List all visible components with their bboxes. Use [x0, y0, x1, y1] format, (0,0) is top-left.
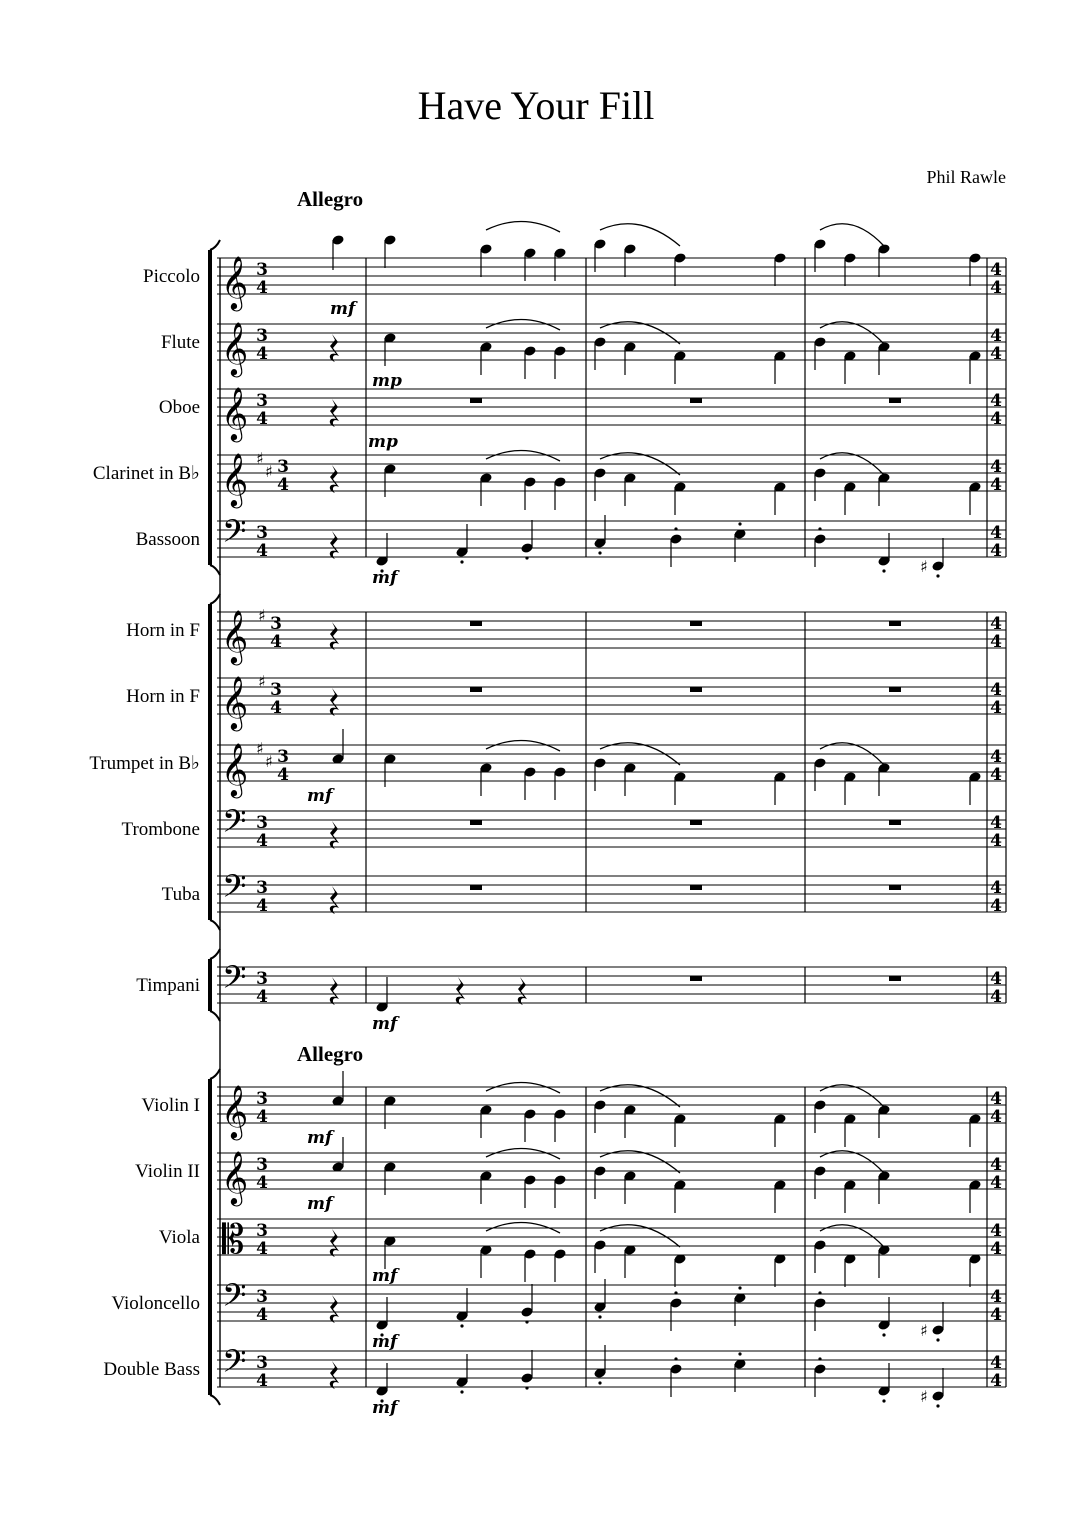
staccato-dot: [882, 1399, 885, 1402]
key-signature-sharp: ♯: [256, 449, 264, 468]
quarter-rest: [330, 688, 339, 716]
time-signature-denominator: 4: [990, 1173, 1002, 1193]
treble-clef: 𝄞: [221, 1150, 249, 1204]
whole-rest: [889, 687, 901, 692]
staccato-dot: [525, 556, 528, 559]
whole-rest: [889, 976, 901, 981]
dynamic-marking: mf: [372, 1014, 398, 1034]
quarter-rest: [330, 1361, 339, 1389]
instrument-label: Timpani: [136, 975, 200, 996]
dynamic-marking: mf: [307, 1194, 333, 1214]
bass-clef: 𝄢: [222, 1343, 247, 1387]
time-signature-denominator: 4: [256, 1107, 268, 1127]
time-signature-numerator: 3: [256, 969, 268, 989]
time-signature-numerator: 4: [990, 969, 1002, 989]
group-bracket-bottom-hook-4: [210, 1395, 220, 1405]
bass-clef: 𝄢: [222, 868, 247, 912]
treble-clef: 𝄞: [221, 386, 249, 440]
group-bracket-top-hook-1: [210, 240, 220, 250]
time-signature-numerator: 4: [990, 813, 1002, 833]
key-signature-sharp: ♯: [256, 739, 264, 758]
quarter-rest: [330, 977, 339, 1005]
time-signature-denominator: 4: [990, 896, 1002, 916]
quarter-rest: [330, 622, 339, 650]
quarter-rest: [330, 821, 339, 849]
slur: [486, 319, 560, 330]
quarter-rest: [330, 531, 339, 559]
time-signature-denominator: 4: [256, 1305, 268, 1325]
group-bracket-bottom-hook-1: [210, 565, 220, 575]
staccato-dot: [460, 1390, 463, 1393]
time-signature-numerator: 4: [990, 457, 1002, 477]
time-signature-numerator: 3: [256, 260, 268, 280]
time-signature-denominator: 4: [990, 278, 1002, 298]
time-signature-numerator: 4: [990, 614, 1002, 634]
slur: [600, 224, 680, 246]
staccato-dot: [674, 527, 677, 530]
time-signature-numerator: 3: [256, 391, 268, 411]
sharp-accidental: ♯: [920, 1387, 928, 1406]
time-signature-denominator: 4: [990, 475, 1002, 495]
treble-clef: 𝄞: [221, 452, 249, 506]
whole-rest: [690, 820, 702, 825]
staccato-dot: [818, 1291, 821, 1294]
time-signature-numerator: 4: [990, 1089, 1002, 1109]
staccato-dot: [674, 1357, 677, 1360]
staccato-dot: [460, 1324, 463, 1327]
time-signature-numerator: 3: [256, 813, 268, 833]
whole-rest: [470, 687, 482, 692]
time-signature-denominator: 4: [256, 896, 268, 916]
staccato-dot: [818, 1357, 821, 1360]
staccato-dot: [882, 569, 885, 572]
treble-clef: 𝄞: [221, 742, 249, 796]
instrument-label: Violin I: [141, 1095, 200, 1116]
time-signature-denominator: 4: [990, 344, 1002, 364]
time-signature-numerator: 4: [990, 1287, 1002, 1307]
quarter-rest: [518, 977, 527, 1005]
slur: [486, 450, 560, 461]
quarter-rest: [330, 465, 339, 493]
instrument-label: Tuba: [161, 884, 200, 905]
slur: [486, 1148, 560, 1159]
whole-rest: [889, 621, 901, 626]
instrument-label: Horn in F: [126, 620, 200, 641]
bass-clef: 𝄢: [222, 803, 247, 847]
quarter-rest: [330, 334, 339, 362]
staccato-dot: [882, 1333, 885, 1336]
staccato-dot: [598, 551, 601, 554]
group-bracket-bottom-hook-3: [210, 1011, 220, 1021]
instrument-label: Trombone: [121, 819, 200, 840]
quarter-rest: [330, 1229, 339, 1257]
time-signature-numerator: 3: [256, 1155, 268, 1175]
time-signature-denominator: 4: [270, 698, 282, 718]
staccato-dot: [598, 1315, 601, 1318]
instrument-label: Horn in F: [126, 686, 200, 707]
time-signature-numerator: 4: [990, 1221, 1002, 1241]
staccato-dot: [598, 1381, 601, 1384]
score-title: Have Your Fill: [417, 83, 655, 128]
time-signature-denominator: 4: [990, 632, 1002, 652]
staccato-dot: [738, 1352, 741, 1355]
key-signature-sharp: ♯: [258, 606, 266, 625]
time-signature-denominator: 4: [990, 765, 1002, 785]
time-signature-denominator: 4: [990, 1239, 1002, 1259]
treble-clef: 𝄞: [221, 255, 249, 309]
instrument-label: Clarinet in B♭: [92, 463, 200, 484]
slur: [486, 1082, 560, 1093]
time-signature-numerator: 3: [270, 614, 282, 634]
time-signature-denominator: 4: [256, 1173, 268, 1193]
whole-rest: [690, 621, 702, 626]
time-signature-numerator: 4: [990, 747, 1002, 767]
time-signature-numerator: 4: [990, 878, 1002, 898]
quarter-rest: [330, 399, 339, 427]
time-signature-numerator: 3: [277, 747, 289, 767]
key-signature-sharp: ♯: [265, 752, 273, 771]
time-signature-denominator: 4: [256, 344, 268, 364]
whole-rest: [690, 687, 702, 692]
time-signature-numerator: 3: [270, 680, 282, 700]
whole-rest: [889, 885, 901, 890]
bass-clef: 𝄢: [222, 1277, 247, 1321]
staccato-dot: [936, 1404, 939, 1407]
quarter-rest: [456, 977, 465, 1005]
time-signature-denominator: 4: [990, 1107, 1002, 1127]
quarter-rest: [330, 1295, 339, 1323]
time-signature-denominator: 4: [256, 987, 268, 1007]
instrument-label: Viola: [158, 1227, 200, 1248]
time-signature-numerator: 4: [990, 1155, 1002, 1175]
time-signature-denominator: 4: [256, 1239, 268, 1259]
dynamic-marking: mp: [368, 432, 398, 452]
time-signature-denominator: 4: [990, 987, 1002, 1007]
staccato-dot: [936, 574, 939, 577]
staccato-dot: [818, 527, 821, 530]
time-signature-numerator: 3: [256, 326, 268, 346]
instrument-label: Bassoon: [135, 529, 200, 550]
time-signature-denominator: 4: [990, 1371, 1002, 1391]
time-signature-numerator: 4: [990, 326, 1002, 346]
instrument-label: Oboe: [158, 397, 200, 418]
whole-rest: [470, 621, 482, 626]
staccato-dot: [525, 1386, 528, 1389]
staccato-dot: [460, 560, 463, 563]
time-signature-denominator: 4: [990, 698, 1002, 718]
group-bracket-top-hook-4: [210, 1069, 220, 1079]
instrument-label: Trumpet in B♭: [89, 753, 200, 774]
instrument-label: Double Bass: [103, 1359, 200, 1380]
time-signature-denominator: 4: [256, 1371, 268, 1391]
treble-clef: 𝄞: [221, 321, 249, 375]
dynamic-marking: mf: [307, 1128, 333, 1148]
whole-rest: [690, 398, 702, 403]
time-signature-denominator: 4: [256, 278, 268, 298]
tempo-mark-allegro: Allegro: [297, 187, 364, 211]
time-signature-numerator: 4: [990, 391, 1002, 411]
sharp-accidental: ♯: [920, 1321, 928, 1340]
time-signature-numerator: 3: [256, 1089, 268, 1109]
time-signature-denominator: 4: [270, 632, 282, 652]
whole-rest: [470, 398, 482, 403]
slur: [820, 224, 884, 246]
time-signature-denominator: 4: [990, 831, 1002, 851]
staccato-dot: [525, 1320, 528, 1323]
staccato-dot: [674, 1291, 677, 1294]
instrument-label: Flute: [160, 332, 200, 353]
whole-rest: [470, 885, 482, 890]
dynamic-marking: mf: [372, 1266, 398, 1286]
tempo-mark-allegro: Allegro: [297, 1042, 364, 1066]
time-signature-denominator: 4: [277, 765, 289, 785]
time-signature-numerator: 4: [990, 680, 1002, 700]
dynamic-marking: mf: [330, 299, 356, 319]
time-signature-denominator: 4: [256, 541, 268, 561]
time-signature-denominator: 4: [277, 475, 289, 495]
slur: [486, 221, 560, 232]
time-signature-numerator: 4: [990, 260, 1002, 280]
treble-clef: 𝄞: [221, 1084, 249, 1138]
time-signature-numerator: 3: [256, 1353, 268, 1373]
time-signature-denominator: 4: [990, 1305, 1002, 1325]
staccato-dot: [738, 522, 741, 525]
time-signature-denominator: 4: [990, 409, 1002, 429]
dynamic-marking: mf: [372, 1398, 398, 1418]
time-signature-numerator: 3: [256, 878, 268, 898]
time-signature-denominator: 4: [256, 409, 268, 429]
key-signature-sharp: ♯: [265, 462, 273, 481]
alto-clef: 𝄡: [222, 1217, 245, 1263]
time-signature-numerator: 3: [256, 1221, 268, 1241]
time-signature-numerator: 4: [990, 523, 1002, 543]
whole-rest: [690, 976, 702, 981]
whole-rest: [889, 398, 901, 403]
time-signature-denominator: 4: [990, 541, 1002, 561]
bass-clef: 𝄢: [222, 513, 247, 557]
time-signature-numerator: 3: [277, 457, 289, 477]
whole-rest: [470, 820, 482, 825]
instrument-label: Piccolo: [143, 266, 200, 287]
group-bracket-top-hook-3: [210, 949, 220, 959]
group-bracket-bottom-hook-2: [210, 920, 220, 930]
sharp-accidental: ♯: [920, 557, 928, 576]
dynamic-marking: mf: [307, 786, 333, 806]
group-bracket-top-hook-2: [210, 594, 220, 604]
instrument-label: Violoncello: [111, 1293, 200, 1314]
bass-clef: 𝄢: [222, 959, 247, 1003]
dynamic-marking: mp: [372, 371, 402, 391]
treble-clef: 𝄞: [221, 675, 249, 729]
slur: [486, 740, 560, 751]
treble-clef: 𝄞: [221, 609, 249, 663]
time-signature-numerator: 3: [256, 1287, 268, 1307]
time-signature-numerator: 4: [990, 1353, 1002, 1373]
quarter-rest: [330, 886, 339, 914]
dynamic-marking: mf: [372, 1332, 398, 1352]
instrument-label: Violin II: [135, 1161, 200, 1182]
composer-name: Phil Rawle: [926, 167, 1006, 187]
whole-rest: [889, 820, 901, 825]
key-signature-sharp: ♯: [258, 672, 266, 691]
whole-rest: [690, 885, 702, 890]
staccato-dot: [738, 1286, 741, 1289]
time-signature-numerator: 3: [256, 523, 268, 543]
staccato-dot: [936, 1338, 939, 1341]
time-signature-denominator: 4: [256, 831, 268, 851]
dynamic-marking: mf: [372, 568, 398, 588]
